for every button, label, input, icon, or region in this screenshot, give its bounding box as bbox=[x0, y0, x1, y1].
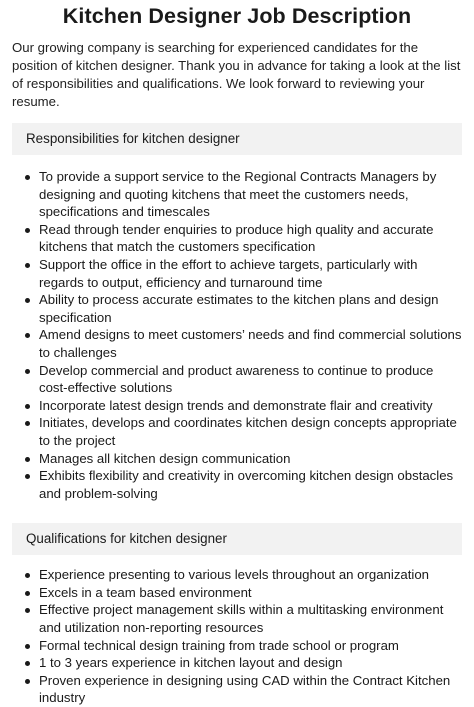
list-item-text: Initiates, develops and coordinates kitchen design concepts appropriate to the project bbox=[39, 415, 457, 448]
qualifications-heading: Qualifications for kitchen designer bbox=[12, 523, 462, 555]
list-item bbox=[12, 256, 462, 291]
list-item bbox=[12, 221, 462, 256]
list-item bbox=[12, 397, 462, 415]
list-item bbox=[12, 467, 462, 502]
list-item-text: 1 to 3 years experience in kitchen layout and design bbox=[39, 655, 343, 671]
bullet-icon bbox=[25, 333, 30, 338]
list-item bbox=[12, 326, 462, 361]
responsibilities-list bbox=[12, 168, 462, 502]
bullet-icon bbox=[25, 457, 30, 462]
bullet-icon bbox=[25, 404, 30, 409]
bullet-icon bbox=[25, 228, 30, 233]
page-title: Kitchen Designer Job Description bbox=[62, 4, 412, 28]
list-item-text: Manages all kitchen design communication bbox=[39, 450, 291, 466]
list-item bbox=[12, 450, 462, 468]
list-item bbox=[12, 601, 462, 636]
bullet-icon bbox=[25, 608, 30, 613]
list-item bbox=[12, 637, 462, 655]
list-item bbox=[12, 414, 462, 449]
list-item-text: Incorporate latest design trends and demonstrate flair and creativity bbox=[39, 397, 433, 413]
list-item-text: Support the office in the effort to achieve targets, particularly with regards to output, efficiency and turnaround time bbox=[39, 256, 418, 290]
list-item-text: Excels in a team based environment bbox=[39, 584, 252, 600]
list-item bbox=[12, 584, 462, 602]
bullet-icon bbox=[25, 298, 30, 303]
list-item-text: Formal technical design training from trade school or program bbox=[39, 637, 399, 653]
bullet-icon bbox=[25, 175, 30, 180]
intro-paragraph: Our growing company is searching for experienced candidates for the position of kitchen designer. Thank you in advance for taking a look at the list of responsibilities and qualifications. We look forward to reviewing your resume. bbox=[12, 40, 461, 109]
list-item-text: Experience presenting to various levels throughout an organization bbox=[39, 567, 430, 583]
bullet-icon bbox=[25, 421, 30, 426]
list-item bbox=[12, 672, 462, 707]
list-item bbox=[12, 654, 462, 672]
list-item-text: Read through tender enquiries to produce high quality and accurate kitchens that match the customers specification bbox=[39, 221, 434, 255]
list-item bbox=[12, 168, 462, 221]
qualifications-list bbox=[12, 566, 462, 707]
list-item bbox=[12, 291, 462, 326]
bullet-icon bbox=[25, 591, 30, 596]
list-item-text: Develop commercial and product awareness to continue to produce cost-effective solutions bbox=[39, 362, 434, 396]
bullet-icon bbox=[25, 679, 30, 684]
bullet-icon bbox=[25, 644, 30, 649]
list-item bbox=[12, 362, 462, 397]
bullet-icon bbox=[25, 661, 30, 666]
list-item-text: Amend designs to meet customers’ needs and find commercial solutions to challenges bbox=[39, 327, 462, 360]
list-item-text: Effective project management skills within a multitasking environment and utilization non-reporting resources bbox=[39, 602, 444, 636]
list-item-text: To provide a support service to the Regional Contracts Managers by designing and quoting kitchens that meet the customers needs, specifications and timescales bbox=[39, 169, 437, 220]
bullet-icon bbox=[25, 474, 30, 479]
list-item-text: Exhibits flexibility and creativity in overcoming kitchen design obstacles and problem-solving bbox=[39, 468, 454, 501]
list-item bbox=[12, 566, 462, 584]
bullet-icon bbox=[25, 263, 30, 268]
bullet-icon bbox=[25, 369, 30, 374]
bullet-icon bbox=[25, 573, 30, 578]
responsibilities-heading: Responsibilities for kitchen designer bbox=[12, 123, 462, 155]
list-item-text: Ability to process accurate estimates to the kitchen plans and design specification bbox=[39, 292, 439, 325]
list-item-text: Proven experience in designing using CAD within the Contract Kitchen industry bbox=[39, 672, 451, 706]
